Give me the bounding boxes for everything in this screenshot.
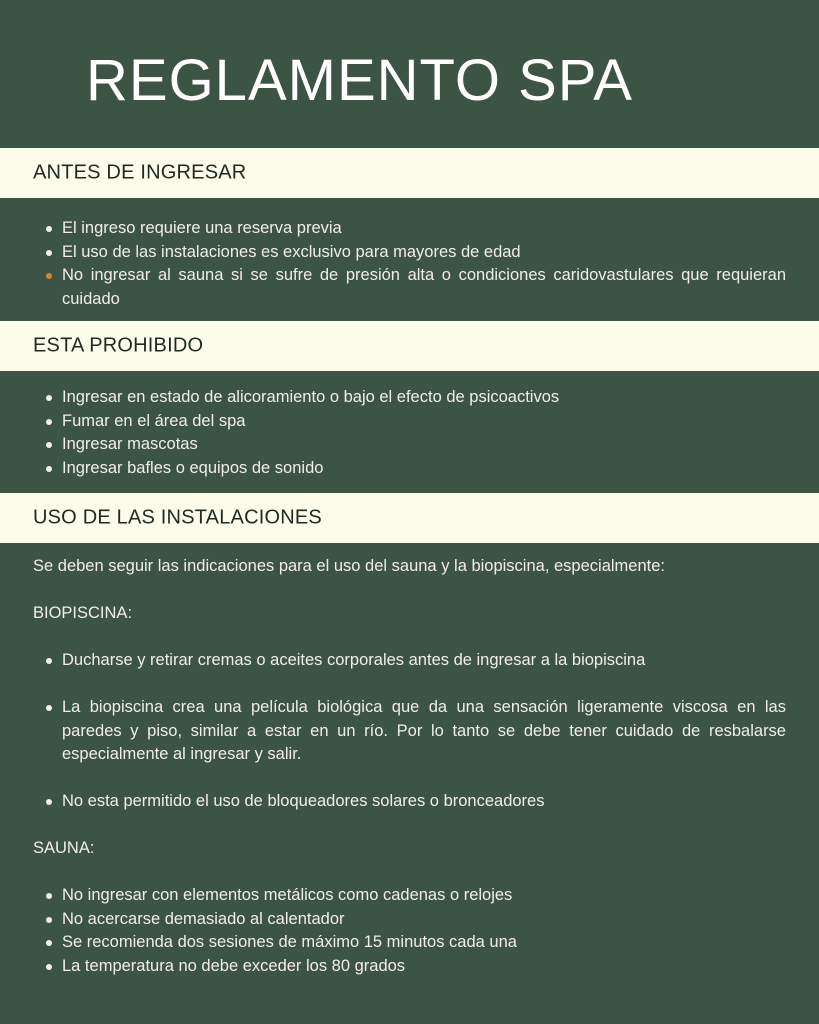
list-item: Ingresar mascotas — [40, 433, 786, 457]
list-item: No ingresar al sauna si se sufre de presión alta o condiciones caridovastulares que requieran cuidado — [40, 264, 786, 311]
section-title-uso: USO DE LAS INSTALACIONES — [33, 506, 322, 529]
biopiscina-list-2 — [40, 696, 786, 767]
list-item: No ingresar con elementos metálicos como cadenas o relojes — [40, 884, 786, 908]
list-item: Fumar en el área del spa — [40, 410, 786, 434]
list-item: El uso de las instalaciones es exclusivo para mayores de edad — [40, 241, 786, 265]
list-item: Ducharse y retirar cremas o aceites corporales antes de ingresar a la biopiscina — [40, 649, 786, 673]
sauna-list — [40, 884, 786, 978]
antes-list — [40, 217, 786, 311]
section-title-antes: ANTES DE INGRESAR — [33, 161, 247, 184]
list-item: El ingreso requiere una reserva previa — [40, 217, 786, 241]
list-item: Ingresar en estado de alicoramiento o bajo el efecto de psicoactivos — [40, 386, 786, 410]
list-item: Ingresar bafles o equipos de sonido — [40, 457, 786, 481]
biopiscina-label: BIOPISCINA: — [33, 604, 133, 622]
section-title-prohibido: ESTA PROHIBIDO — [33, 334, 204, 357]
section-header-uso — [0, 493, 819, 543]
section-header-prohibido — [0, 321, 819, 371]
prohibido-list — [40, 386, 786, 480]
list-item: La biopiscina crea una película biológica que da una sensación ligeramente viscosa en las paredes y piso, similar a estar en un río. Por lo tanto se debe tener cuidado de resbalarse especialmente al ingresar y salir. — [40, 696, 786, 767]
list-item: No esta permitido el uso de bloqueadores solares o bronceadores — [40, 790, 786, 814]
uso-intro: Se deben seguir las indicaciones para el uso del sauna y la biopiscina, especialmente: — [33, 557, 665, 575]
list-item: Se recomienda dos sesiones de máximo 15 minutos cada una — [40, 931, 786, 955]
sauna-label: SAUNA: — [33, 839, 95, 857]
page-title: REGLAMENTO SPA — [86, 48, 633, 113]
list-item: No acercarse demasiado al calentador — [40, 908, 786, 932]
section-header-antes — [0, 148, 819, 198]
biopiscina-list-1 — [40, 649, 786, 673]
biopiscina-list-3 — [40, 790, 786, 814]
list-item: La temperatura no debe exceder los 80 grados — [40, 955, 786, 979]
